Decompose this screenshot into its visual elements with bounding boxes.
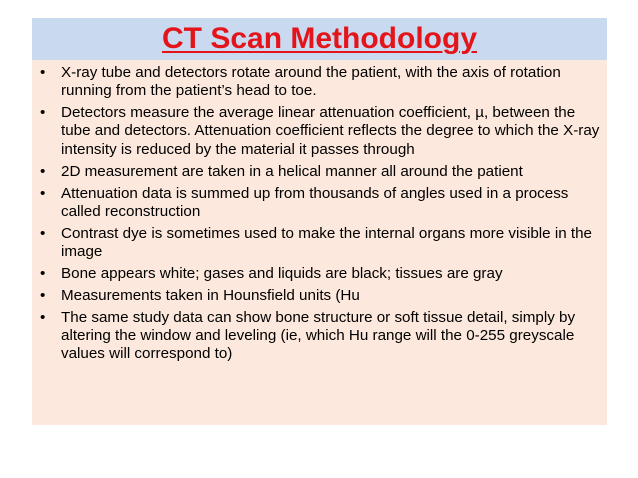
- bullet-text: Detectors measure the average linear attenuation coefficient, µ, between the tube and detectors. Attenuation coefficient reflects the degree to which the X-ray intensity is reduced by the material it passes through: [61, 104, 600, 158]
- bullet-list: [32, 64, 600, 367]
- bullet-item: [32, 265, 600, 283]
- bullet-item: [32, 185, 600, 222]
- bullet-item: [32, 104, 600, 159]
- bullet-marker: •: [40, 264, 46, 282]
- bullet-text: Attenuation data is summed up from thousands of angles used in a process called reconstruction: [61, 184, 569, 220]
- bullet-marker: •: [40, 308, 46, 326]
- bullet-item: [32, 309, 600, 364]
- bullet-item: [32, 287, 600, 305]
- bullet-text: X-ray tube and detectors rotate around the patient, with the axis of rotation running from the patient’s head to toe.: [61, 64, 561, 100]
- bullet-item: [32, 225, 600, 262]
- bullet-text: Measurements taken in Hounsfield units (Hu: [61, 286, 360, 304]
- bullet-text: Contrast dye is sometimes used to make the internal organs more visible in the image: [61, 224, 592, 261]
- bullet-marker: •: [40, 184, 46, 202]
- bullet-text: The same study data can show bone structure or soft tissue detail, simply by altering the window and leveling (ie, which Hu range will the 0-255 greyscale values will correspond to): [61, 308, 576, 363]
- bullet-marker: •: [40, 64, 46, 81]
- bullet-text: 2D measurement are taken in a helical manner all around the patient: [61, 162, 523, 180]
- bullet-text: Bone appears white; gases and liquids are black; tissues are gray: [61, 264, 503, 282]
- bullet-marker: •: [40, 224, 46, 242]
- bullet-item: [32, 64, 600, 101]
- bullet-marker: •: [40, 162, 46, 180]
- bullet-marker: •: [40, 286, 46, 304]
- slide-title: CT Scan Methodology: [162, 22, 477, 55]
- bullet-item: [32, 163, 600, 181]
- bullet-marker: •: [40, 104, 46, 122]
